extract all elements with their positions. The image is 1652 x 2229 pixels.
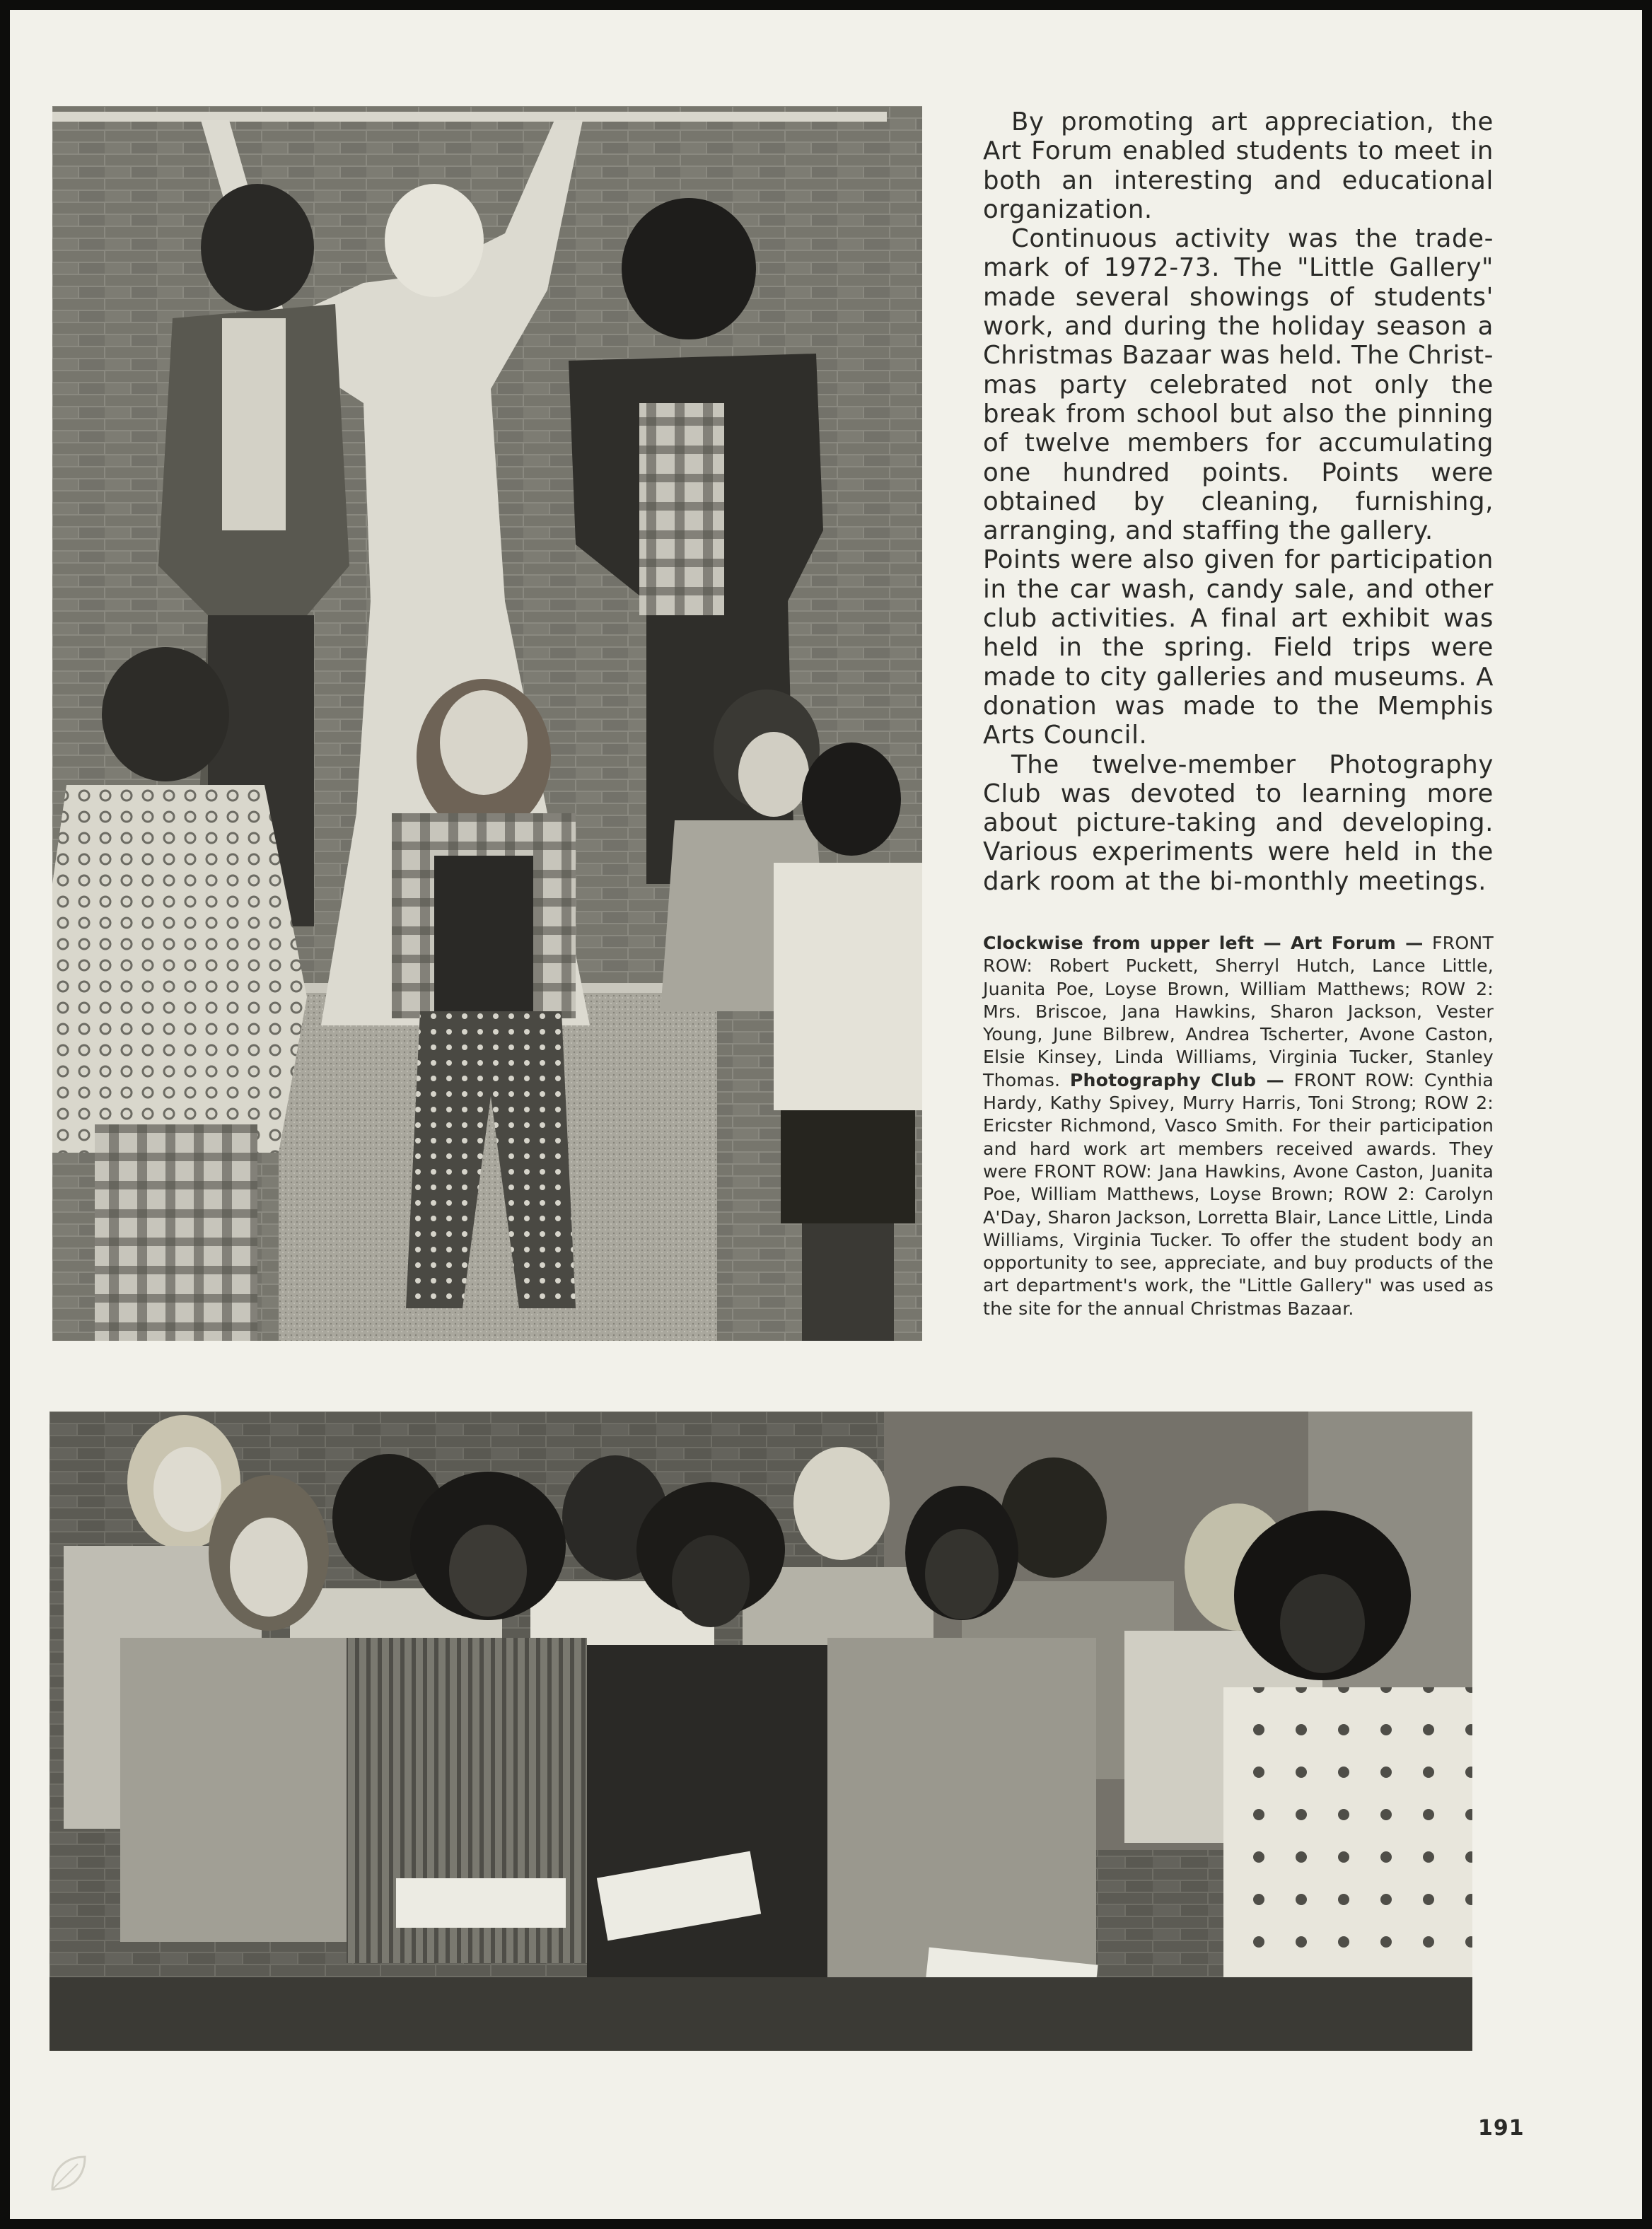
caption-art-forum-names: FRONT ROW: Robert Puckett, Sherryl Hutch, Lance Little, Juanita Poe, Loyse Brown, William Matthews; ROW 2: Mrs. Briscoe, Jana Hawkins, Sharon Jackson, Vester Young, June Bilbrew, Andrea Tscherter, Avone Caston, Elsie Kinsey, Linda Williams, Virginia Tucker, Stanley Thomas. [983, 933, 1494, 1090]
caption-heading-art-forum: Clockwise from upper left — Art Forum — [983, 933, 1424, 953]
article-body [983, 107, 1494, 896]
paragraph-art-appreciation: By promoting art appreciation, the Art Forum enabled students to meet in both an interesting and educational organization. [983, 107, 1494, 224]
caption-heading-photography-club: Photography Club — [1069, 1069, 1284, 1090]
art-forum-photo [52, 106, 922, 1341]
page-number: 191 [1478, 2116, 1525, 2141]
paragraph-photography-club: The twelve-member Photography Club was devoted to learning more about picture-taking and developing. Various experiments were held in the dark room at the bi-monthly meetings. [983, 750, 1494, 896]
leaf-emblem-icon [45, 2150, 92, 2196]
photo-caption [983, 932, 1494, 1320]
club-group-photo [50, 1412, 1472, 2051]
caption-photography-club-names: FRONT ROW: Cynthia Hardy, Kathy Spivey, Murry Harris, Toni Strong; ROW 2: Ericster Richmond, Vasco Smith. For their participation and hard work art members received awards. They were FRONT ROW: Jana Hawkins, Avone Caston, Juanita Poe, William Matthews, Loyse Brown; ROW 2: Carolyn A'Day, Sharon Jackson, Lorretta Blair, Lance Little, Linda Williams, Virginia Tucker. To offer the student body an opportunity to see, appreciate, and buy products of the art department's work, the "Little Gallery" was used as the site for the annual Christmas Bazaar. [983, 1069, 1494, 1319]
yearbook-page [10, 10, 1642, 2219]
paragraph-points: Points were also given for participation in the car wash, candy sale, and other club activities. A final art exhibit was held in the spring. Field trips were made to city galleries and museums. A donation was made to the Memphis Arts Council. [983, 545, 1494, 750]
paragraph-continuous-activity: Continuous activity was the trade-mark of 1972-73. The "Little Gallery" made several showings of students' work, and during the holiday season a Christmas Bazaar was held. The Christ-mas party celebrated not only the break from school but also the pinning of twelve members for accumulating one hundred points. Points were obtained by cleaning, furnishing, arranging, and staffing the gallery. [983, 224, 1494, 546]
